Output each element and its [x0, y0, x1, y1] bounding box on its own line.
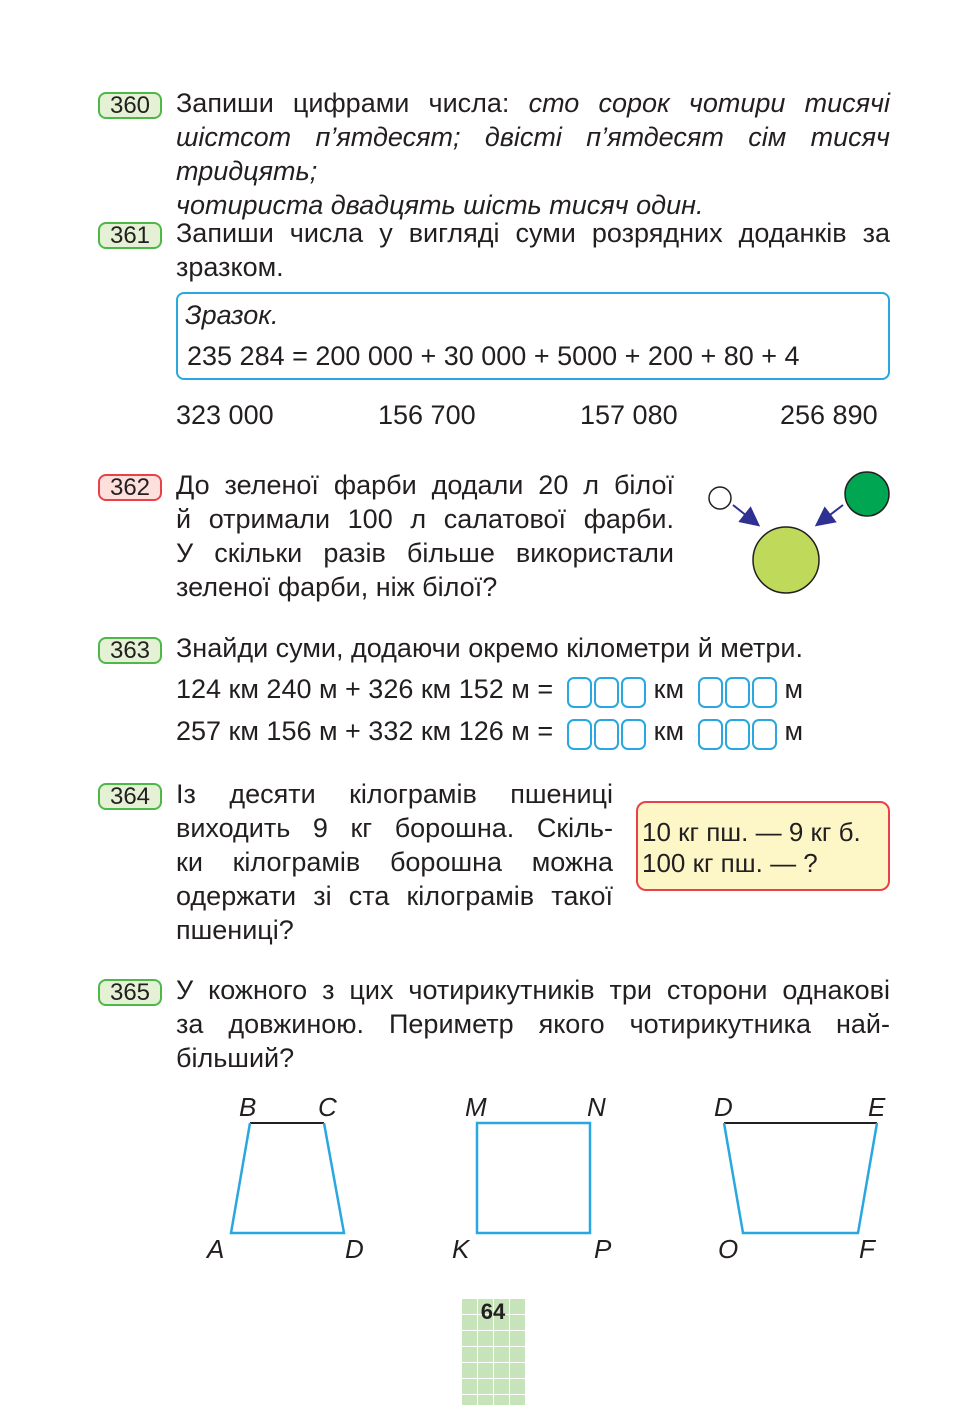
- task-360-text: [176, 86, 890, 222]
- label-F: F: [859, 1234, 875, 1264]
- sample-title: Зразок.: [185, 300, 279, 330]
- page-number-block: [461, 1298, 525, 1405]
- km-answer-boxes-2[interactable]: [567, 716, 648, 750]
- equation-row-2: [176, 714, 803, 750]
- task-364-line1: Із десяти кілограмів пшениці: [176, 779, 613, 809]
- white-paint-circle: [709, 487, 731, 509]
- label-E: E: [868, 1092, 886, 1122]
- label-N: N: [587, 1092, 606, 1122]
- arrow-white-to-mix: [733, 505, 757, 524]
- task-number-364: 364: [98, 783, 162, 810]
- km-unit-1: км: [653, 674, 685, 704]
- task-363-line1: Знайди суми, додаючи окремо кілометри й метри.: [176, 633, 803, 663]
- note-line-2: 100 кг пш. — ?: [642, 848, 818, 878]
- green-paint-circle: [845, 472, 889, 516]
- sample-box: [176, 292, 890, 380]
- number-4: 256 890: [780, 400, 878, 430]
- task-number-362: 362: [98, 474, 162, 501]
- task-number-361: 361: [98, 222, 162, 249]
- label-A: A: [207, 1234, 225, 1264]
- task-362-line2: й отримали 100 л салатової фарби.: [176, 504, 674, 534]
- task-365-text: [176, 973, 890, 1075]
- number-2: 156 700: [378, 400, 476, 430]
- label-K: K: [452, 1234, 470, 1264]
- task-361-text: [176, 216, 890, 284]
- label-M: M: [465, 1092, 487, 1122]
- task-362-line3: У скільки разів більше використали: [176, 538, 674, 568]
- number-1: 323 000: [176, 400, 274, 430]
- task-364-text: [176, 777, 613, 947]
- m-unit-1: м: [784, 674, 804, 704]
- task-number-363: 363: [98, 637, 162, 664]
- task-361-line2: зразком.: [176, 252, 284, 282]
- task-365-line2: за довжиною. Периметр якого чотирикутника най-: [176, 1009, 890, 1039]
- label-B: B: [239, 1092, 257, 1122]
- label-C: C: [318, 1092, 337, 1122]
- task-360-line3: чотириста двадцять шість тисяч один.: [176, 190, 704, 220]
- task-362-line4: зеленої фарби, ніж білої?: [176, 572, 498, 602]
- task-360-prefix: Запиши цифрами числа:: [176, 88, 529, 118]
- task-362-text: [176, 468, 674, 604]
- task-364-line3: ки кілограмів борошна можна: [176, 847, 613, 877]
- sample-formula: 235 284 = 200 000 + 30 000 + 5000 + 200 + 80 + 4: [187, 341, 800, 371]
- lightgreen-paint-circle: [753, 527, 819, 593]
- task-364-line4: одержати зі ста кілограмів такої: [176, 881, 613, 911]
- task-360-line1: сто сорок чотири тисячі: [528, 88, 890, 118]
- task-364-line2: виходить 9 кг борошна. Скіль-: [176, 813, 613, 843]
- equation-row-1: [176, 672, 803, 708]
- m-answer-boxes-2[interactable]: [698, 716, 779, 750]
- task-364-line5: пшениці?: [176, 915, 294, 945]
- label-D2: D: [714, 1092, 733, 1122]
- task-number-365: 365: [98, 979, 162, 1006]
- shape3-blue-sides: [724, 1123, 877, 1233]
- shape1-blue-sides: [231, 1123, 344, 1233]
- task-365-line1: У кожного з цих чотирикутників три сторони однакові: [176, 975, 890, 1005]
- km-unit-2: км: [653, 716, 685, 746]
- page-number: 64: [480, 1299, 506, 1324]
- task-365-line3: більший?: [176, 1043, 295, 1073]
- note-line-1: 10 кг пш. — 9 кг б.: [642, 817, 861, 847]
- label-P: P: [594, 1234, 612, 1264]
- equation-1-expr: 124 км 240 м + 326 км 152 м =: [176, 674, 554, 704]
- equation-2-expr: 257 км 156 м + 332 км 126 м =: [176, 716, 554, 746]
- km-answer-boxes-1[interactable]: [567, 674, 648, 708]
- task-360-line2: шістсот п’ятдесят; двісті п’ятдесят сім тисяч тридцять;: [176, 122, 890, 186]
- m-unit-2: м: [784, 716, 804, 746]
- task-362-line1: До зеленої фарби додали 20 л білої: [176, 470, 674, 500]
- label-O: O: [718, 1234, 739, 1264]
- arrow-green-to-mix: [818, 505, 843, 524]
- task-number-360: 360: [98, 92, 162, 119]
- shape2-square: [477, 1123, 590, 1233]
- m-answer-boxes-1[interactable]: [698, 674, 779, 708]
- number-3: 157 080: [580, 400, 678, 430]
- label-D1: D: [345, 1234, 364, 1264]
- short-note-box: [636, 801, 890, 891]
- task-361-line1: Запиши числа у вигляді суми розрядних доданків за: [176, 218, 890, 248]
